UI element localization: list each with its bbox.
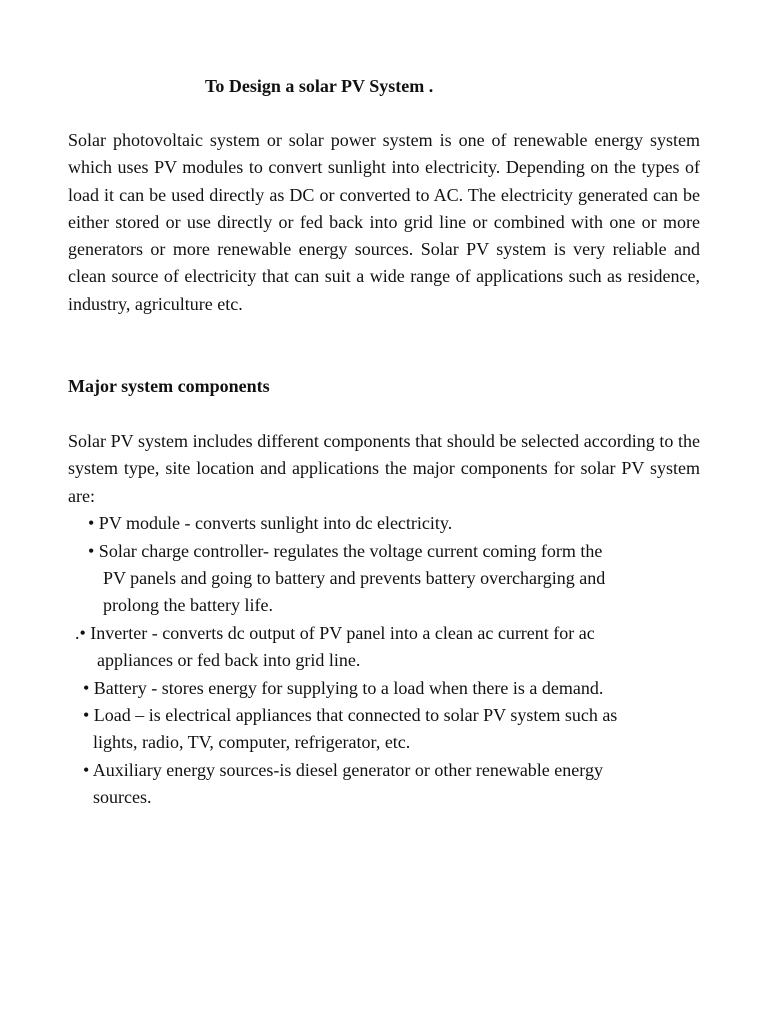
bullet-battery: • Battery - stores energy for supplying to a load when there is a demand. <box>83 678 604 698</box>
section-intro-paragraph: Solar PV system includes different components that should be selected according to the system type, site location and applications the major components for solar PV system are: <box>68 431 700 506</box>
bullet-charge-controller-cont-2: prolong the battery life. <box>103 595 273 615</box>
intro-paragraph: Solar photovoltaic system or solar power system is one of renewable energy system which uses PV modules to convert sunlight into electricity. Depending on the types of load it can be used directly as DC or converted to AC. The electricity generated can be either stored or use directly or fed back into grid line or combined with one or more generators or more renewable energy sources. Solar PV system is very reliable and clean source of electricity that can suit a wide range of applications such as residence, industry, agriculture etc. <box>68 130 700 314</box>
section-heading: Major system components <box>68 376 270 396</box>
bullet-load-cont: lights, radio, TV, computer, refrigerator, etc. <box>93 732 411 752</box>
bullet-load: • Load – is electrical appliances that connected to solar PV system such as <box>83 705 618 725</box>
bullet-charge-controller: • Solar charge controller- regulates the voltage current coming form the <box>88 541 603 561</box>
bullet-charge-controller-cont-1: PV panels and going to battery and prevents battery overcharging and <box>103 568 606 588</box>
bullet-inverter: .• Inverter - converts dc output of PV panel into a clean ac current for ac <box>75 623 595 643</box>
bullet-inverter-cont: appliances or fed back into grid line. <box>97 650 361 670</box>
bullet-pv-module: • PV module - converts sunlight into dc electricity. <box>88 513 453 533</box>
bullet-auxiliary-energy: • Auxiliary energy sources-is diesel generator or other renewable energy <box>83 760 603 780</box>
document-title: To Design a solar PV System . <box>205 76 434 96</box>
bullet-auxiliary-energy-cont: sources. <box>93 787 152 807</box>
